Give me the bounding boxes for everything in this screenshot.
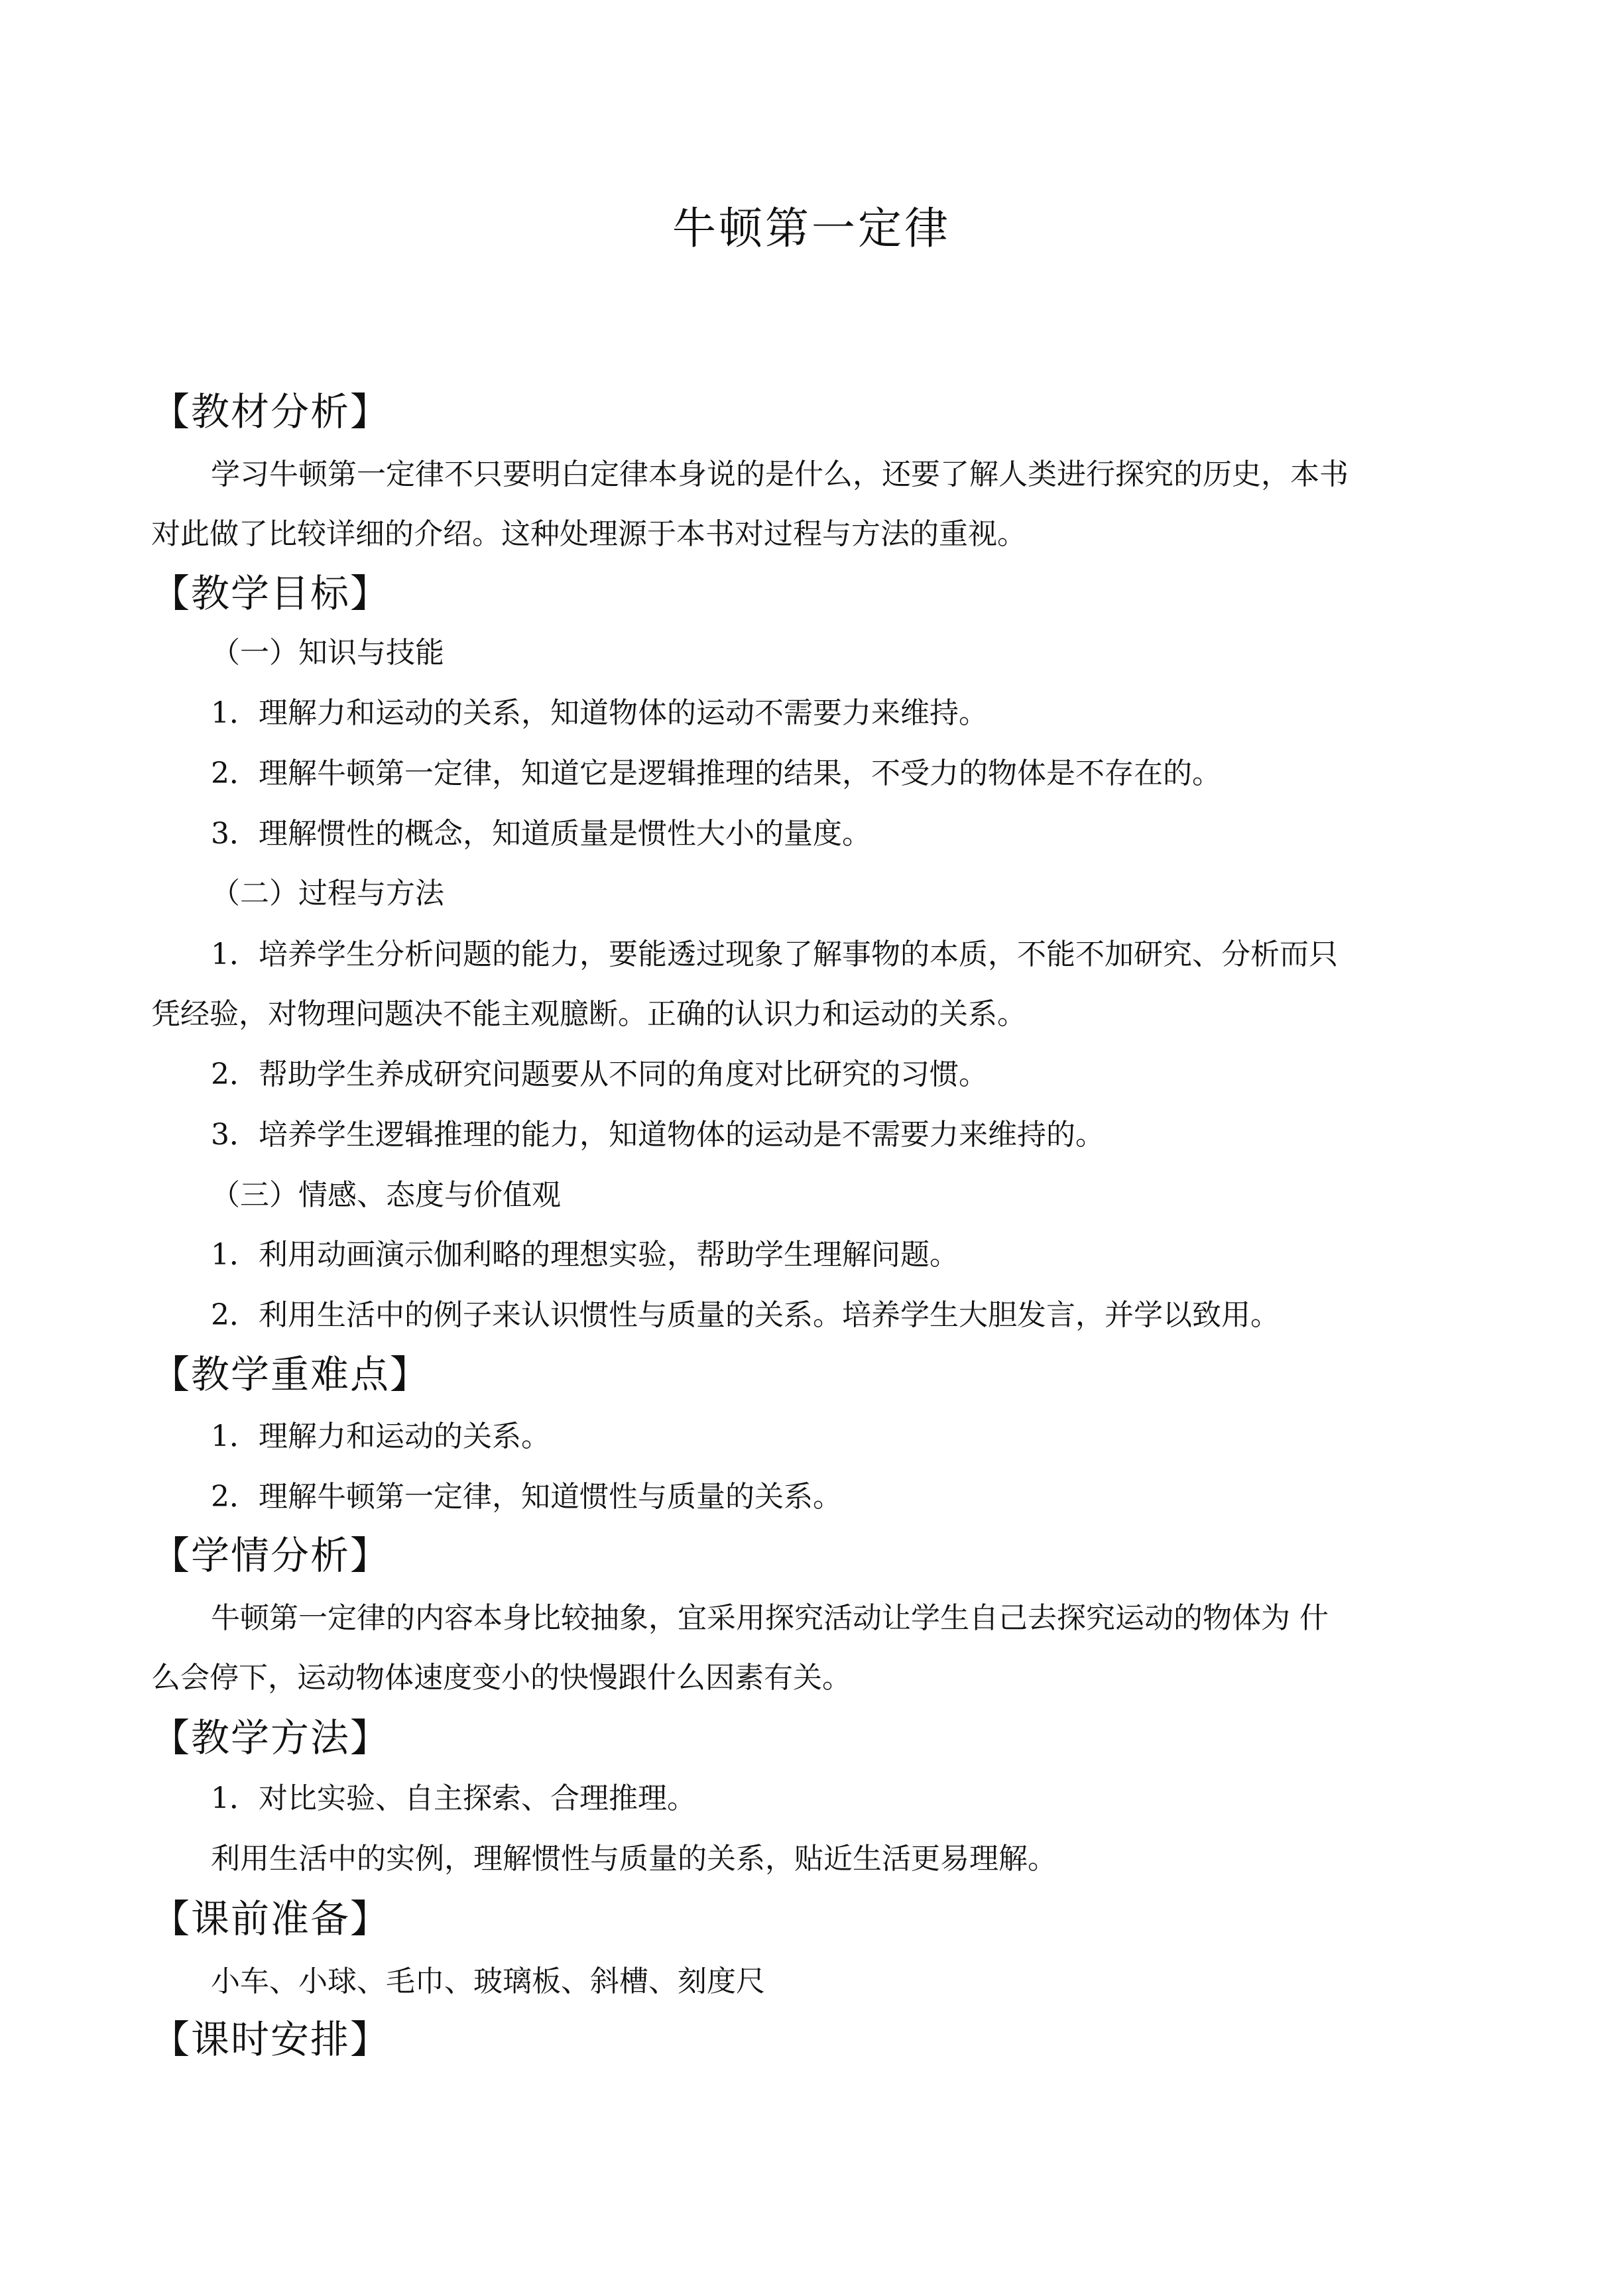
list-item: 2．利用生活中的例子来认识惯性与质量的关系。培养学生大胆发言，并学以致用。 bbox=[211, 1298, 1280, 1332]
list-item: 3．理解惯性的概念，知道质量是惯性大小的量度。 bbox=[211, 817, 871, 851]
section-heading-teaching-methods: 【教学方法】 bbox=[151, 1715, 391, 1760]
paragraph-line: 利用生活中的实例，理解惯性与质量的关系，贴近生活更易理解。 bbox=[211, 1842, 1057, 1876]
list-item: 2．理解牛顿第一定律，知道它是逻辑推理的结果，不受力的物体是不存在的。 bbox=[211, 756, 1221, 790]
list-item: 3．培养学生逻辑推理的能力，知道物体的运动是不需要力来维持的。 bbox=[211, 1118, 1105, 1152]
paragraph-line: 么会停下，运动物体速度变小的快慢跟什么因素有关。 bbox=[151, 1661, 851, 1695]
page-title: 牛顿第一定律 bbox=[672, 203, 951, 254]
subheading-emotion-values: （三）情感、态度与价值观 bbox=[211, 1178, 561, 1212]
subheading-knowledge-skills: （一）知识与技能 bbox=[211, 636, 444, 670]
paragraph-line: 学习牛顿第一定律不只要明白定律本身说的是什么，还要了解人类进行探究的历史，本书 bbox=[211, 457, 1349, 491]
section-heading-schedule: 【课时安排】 bbox=[151, 2017, 391, 2062]
subheading-process-methods: （二）过程与方法 bbox=[211, 876, 444, 910]
section-heading-textbook-analysis: 【教材分析】 bbox=[151, 389, 391, 434]
section-heading-teaching-goals: 【教学目标】 bbox=[151, 571, 391, 616]
section-heading-key-difficulties: 【教学重难点】 bbox=[151, 1352, 430, 1397]
list-item: 1．培养学生分析问题的能力，要能透过现象了解事物的本质，不能不加研究、分析而只 bbox=[211, 937, 1338, 971]
list-item: 1．理解力和运动的关系，知道物体的运动不需要力来维持。 bbox=[211, 696, 988, 730]
list-item: 2．理解牛顿第一定律，知道惯性与质量的关系。 bbox=[211, 1480, 842, 1514]
list-item: 2．帮助学生养成研究问题要从不同的角度对比研究的习惯。 bbox=[211, 1057, 988, 1091]
section-heading-preparation: 【课前准备】 bbox=[151, 1896, 391, 1941]
list-item: 1．对比实验、自主探索、合理推理。 bbox=[211, 1782, 696, 1815]
paragraph-line: 牛顿第一定律的内容本身比较抽象，宜采用探究活动让学生自己去探究运动的物体为 什 bbox=[211, 1601, 1329, 1635]
list-item: 1．理解力和运动的关系。 bbox=[211, 1420, 550, 1453]
materials-list: 小车、小球、毛巾、玻璃板、斜槽、刻度尺 bbox=[211, 1964, 765, 1998]
section-heading-student-analysis: 【学情分析】 bbox=[151, 1533, 391, 1578]
list-item-continuation: 凭经验，对物理问题决不能主观臆断。正确的认识力和运动的关系。 bbox=[151, 997, 1026, 1031]
list-item: 1．利用动画演示伽利略的理想实验，帮助学生理解问题。 bbox=[211, 1238, 959, 1272]
paragraph-line: 对此做了比较详细的介绍。这种处理源于本书对过程与方法的重视。 bbox=[151, 517, 1026, 551]
